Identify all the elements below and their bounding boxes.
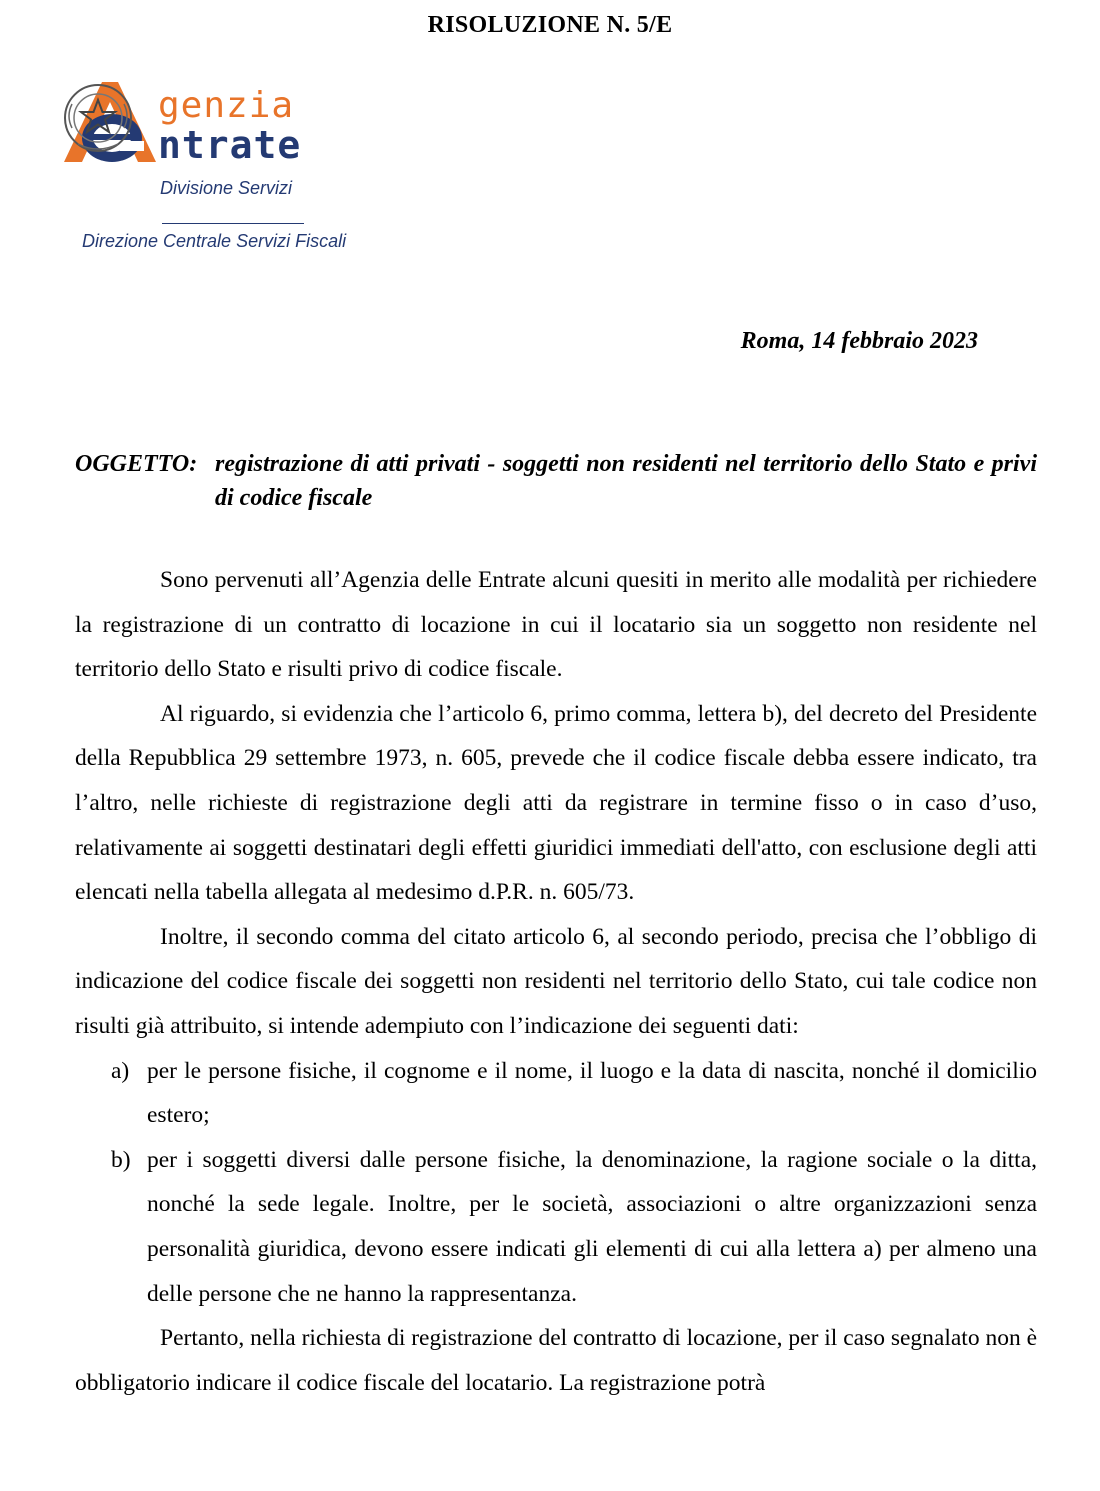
list-marker: b) <box>111 1146 131 1173</box>
logo-word-ntrate: ntrate <box>158 123 302 167</box>
subject-block <box>75 447 1037 515</box>
division-name: Divisione Servizi <box>160 178 293 198</box>
agency-logo <box>60 78 420 178</box>
document-title: RISOLUZIONE N. 5/E <box>427 12 673 38</box>
list-item-text: per i soggetti diversi dalle persone fisiche, la denominazione, la ragione sociale o la ditta, nonché la sede legale. Inoltre, per le società, associazioni o altre organizzazioni senza personalità giuridica, devono essere indicati gli elementi di cui alla lettera a) per almeno una delle persone che ne hanno la rappresentanza. <box>147 1146 1037 1307</box>
paragraph: Pertanto, nella richiesta di registrazione del contratto di locazione, per il caso segnalato non è obbligatorio indicare il codice fiscale del locatario. La registrazione potrà <box>75 1325 1038 1396</box>
direction-name: Direzione Centrale Servizi Fiscali <box>82 231 347 251</box>
subject-label: OGGETTO: <box>75 451 198 477</box>
document-date: Roma, 14 febbraio 2023 <box>740 328 978 354</box>
paragraph: Sono pervenuti all’Agenzia delle Entrate alcuni quesiti in merito alle modalità per richiedere la registrazione di un contratto di locazione in cui il locatario sia un soggetto non residente nel territorio dello Stato e risulti privo di codice fiscale. <box>75 567 1037 683</box>
subject-text: registrazione di atti privati - soggetti non residenti nel territorio dello Stato e privi di codice fiscale <box>215 451 1037 511</box>
emblem-of-italy-icon <box>60 78 136 158</box>
list-item <box>75 1138 1037 1316</box>
paragraph: Al riguardo, si evidenzia che l’articolo 6, primo comma, lettera b), del decreto del Presidente della Repubblica 29 settembre 1973, n. 605, prevede che il codice fiscale debba essere indicato, tra l’altro, nelle richieste di registrazione degli atti da registrare in termine fisso o in caso d’uso, relativamente ai soggetti destinatari degli effetti giuridici immediati dell'atto, con esclusione degli atti elencati nella tabella allegata al medesimo d.P.R. n. 605/73. <box>75 700 1037 906</box>
logo-word-genzia: genzia <box>158 85 295 126</box>
paragraph: Inoltre, il secondo comma del citato articolo 6, al secondo periodo, precisa che l’obbligo di indicazione del codice fiscale dei soggetti non residenti nel territorio dello Stato, cui tale codice non risulti già attribuito, si intende adempiuto con l’indicazione dei seguenti dati: <box>75 923 1037 1039</box>
list-item <box>75 1049 1037 1138</box>
document-body <box>75 558 1037 1405</box>
header-divider <box>162 223 304 224</box>
list-item-text: per le persone fisiche, il cognome e il nome, il luogo e la data di nascita, nonché il domicilio estero; <box>147 1057 1037 1129</box>
list-marker: a) <box>111 1057 130 1084</box>
